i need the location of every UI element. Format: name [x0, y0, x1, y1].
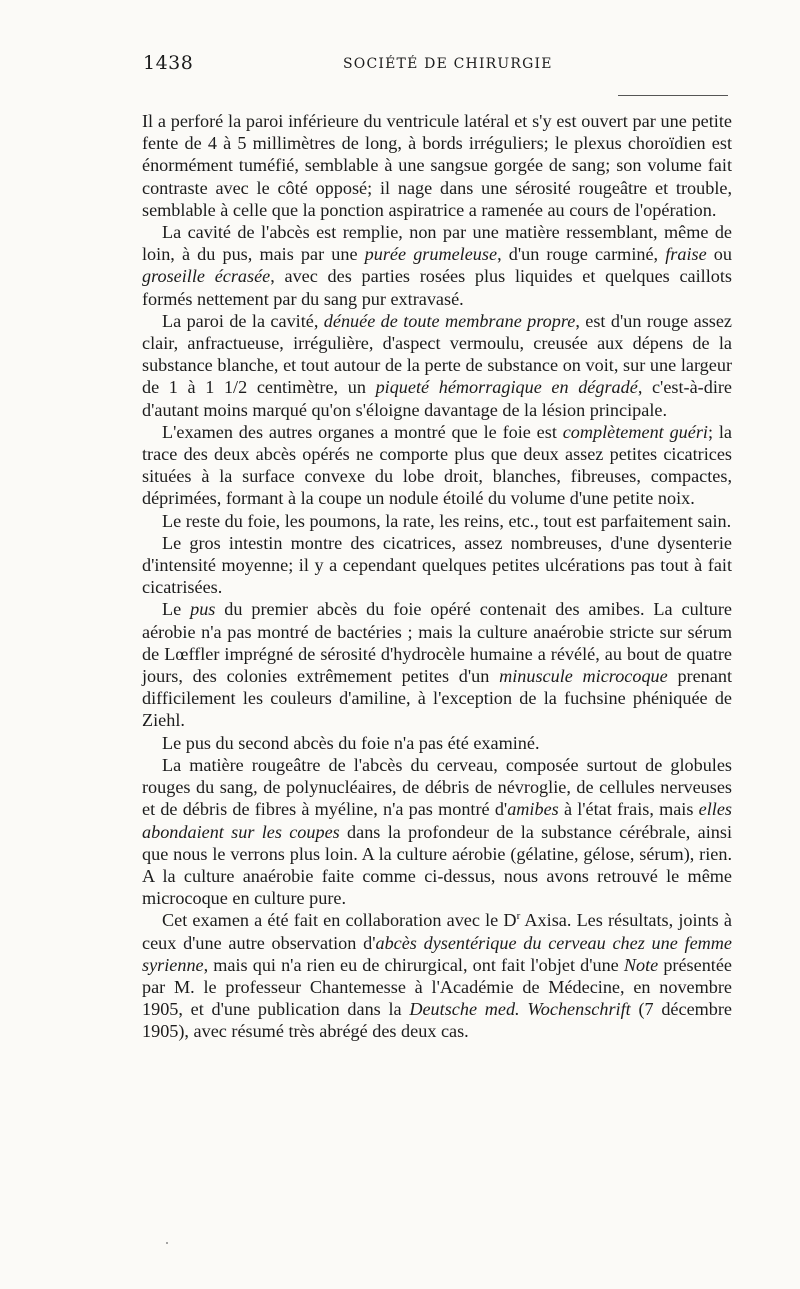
- paragraph-5: Le reste du foie, les poumons, la rate, les reins, etc., tout est parfaitement sain.: [162, 510, 732, 531]
- page-header: [143, 52, 728, 82]
- page-number: 1438: [143, 52, 194, 74]
- header-rule: [618, 95, 728, 96]
- paragraph-6: Le gros intestin montre des cicatrices, assez nombreuses, d'une dysenterie d'intensité moyenne; il y a cependant quelques petites ulcérations pas tout à fait cicatrisées.: [142, 532, 732, 598]
- paragraph-7: Le pus du premier abcès du foie opéré contenait des amibes. La culture aérobie n'a pas montré de bactéries ; mais la culture anaérobie stricte sur sérum de Lœffler imprégné de sérosité d'hydrocèle humaine a révélé, au bout de quatre jours, des colonies extrêmement petites d'un minuscule microcoque prenant difficilement les couleurs d'amiline, à l'exception de la fuchsine phéniquée de Ziehl.: [142, 599, 732, 731]
- body-text: [142, 110, 732, 1043]
- paragraph-8: Le pus du second abcès du foie n'a pas été examiné.: [162, 732, 540, 753]
- paragraph-9: La matière rougeâtre de l'abcès du cerveau, composée surtout de globules rouges du sang, de polynucléaires, de débris de névroglie, de cellules nerveuses et de débris de fibres à myéline, n'a pas montré d'amibes à l'état frais, mais elles abondaient sur les coupes dans la profondeur de la substance cérébrale, ainsi que nous le verrons plus loin. A la culture aérobie (gélatine, gélose, sérum), rien. A la culture anaérobie faite comme ci-dessus, nous avons retrouvé le même microcoque en culture pure.: [142, 754, 732, 909]
- paragraph-1: Il a perforé la paroi inférieure du ventricule latéral et s'y est ouvert par une petite fente de 4 à 5 millimètres de long, à bords irréguliers; le plexus choroïdien est énormément tuméfié, semblable à une sangsue gorgée de sang; son volume fait contraste avec le côté opposé; il nage dans une sérosité rougeâtre et trouble, semblable à celle que la ponction aspiratrice a ramenée au cours de l'opération.: [142, 111, 732, 220]
- running-title: SOCIÉTÉ DE CHIRURGIE: [343, 56, 553, 72]
- margin-mark: [166, 1242, 168, 1244]
- paragraph-4: L'examen des autres organes a montré que le foie est complètement guéri; la trace des deux abcès opérés ne comporte plus que deux assez petites cicatrices situées à la surface convexe du lobe droit, blanches, fibreuses, compactes, déprimées, formant à la coupe un nodule étoilé du volume d'une petite noix.: [142, 421, 732, 509]
- paragraph-3: La paroi de la cavité, dénuée de toute membrane propre, est d'un rouge assez clair, anfractueuse, irrégulière, d'aspect vermoulu, creusée aux dépens de la substance blanche, et tout autour de la perte de substance on voit, sur une largeur de 1 à 1 1/2 centimètre, un piqueté hémorragique en dégradé, c'est-à-dire d'autant moins marqué qu'on s'éloigne davantage de la lésion principale.: [142, 310, 733, 420]
- paragraph-10: Cet examen a été fait en collaboration avec le $D^r$ Axisa. Les résultats, joints à ceux d'une autre observation d'abcès dysentérique du cerveau chez une femme syrienne, mais qui n'a rien eu de chirurgical, ont fait l'objet d'une Note présentée par M. le professeur Chantemesse à l'Académie de Médecine, en novembre 1905, et d'une publication dans la Deutsche med. Wochenschrift (7 décembre 1905), avec résumé très abrégé des deux cas.: [142, 910, 733, 1042]
- paragraph-2: La cavité de l'abcès est remplie, non par une matière ressemblant, même de loin, à du pus, mais par une purée grumeleuse, d'un rouge carminé, fraise ou groseille écrasée, avec des parties rosées plus liquides et quelques caillots formés nettement par du sang pur extravasé.: [142, 222, 733, 309]
